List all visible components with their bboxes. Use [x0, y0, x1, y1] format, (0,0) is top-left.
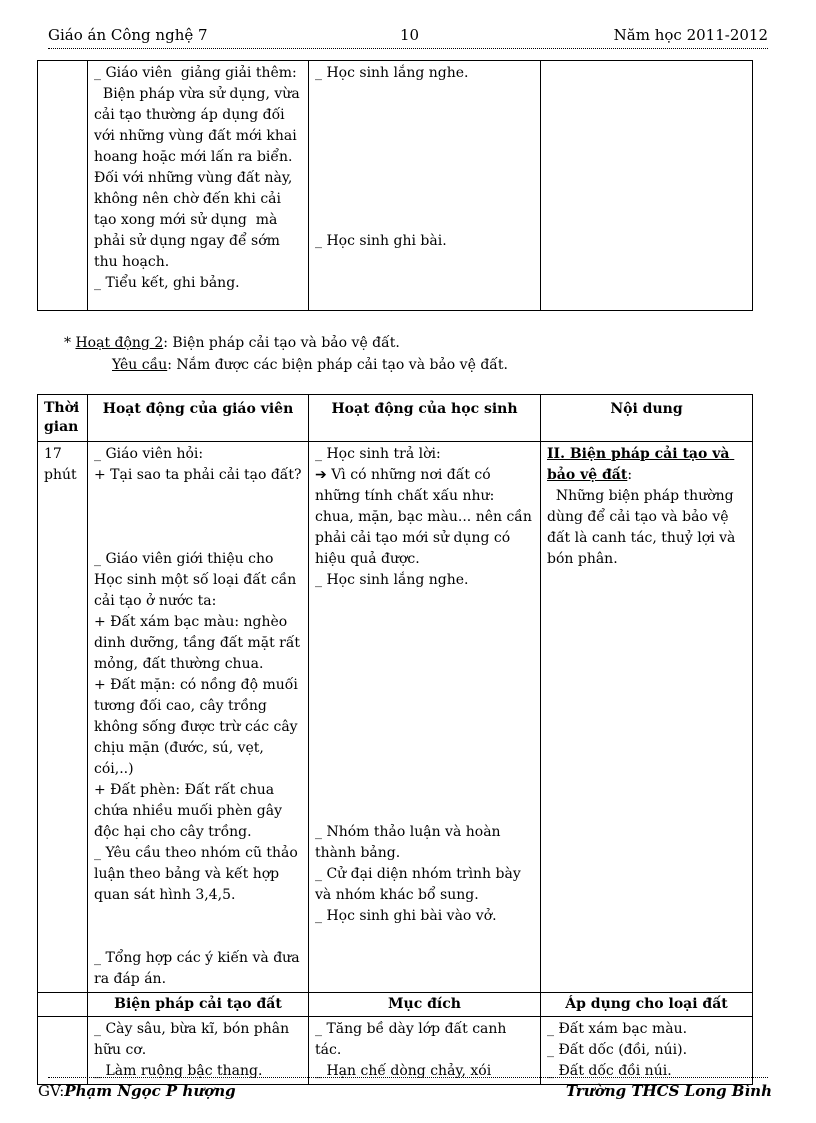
student-line: _ Học sinh lắng nghe.: [315, 65, 469, 81]
applies-item: _ Đất dốc đồi núi.: [547, 1063, 672, 1079]
teacher-question: + Tại sao ta phải cải tạo đất?: [94, 467, 302, 483]
measures-cell: [88, 1017, 309, 1085]
purpose-item: _ Tăng bề dày lớp đất canh tác.: [315, 1021, 511, 1058]
table-row: [38, 61, 753, 311]
teacher-line: Biện pháp vừa sử dụng, vừa cải tạo thường áp dụng đối với những vùng đất mới khai hoang hoặc mới lấn ra biển. Đối với những vùng đất này, không nên chờ đến khi cải tạo xong mới sử dụng mà phải sử dụng ngay để sớm thu hoạch.: [94, 86, 305, 270]
page-number: 10: [400, 26, 420, 44]
header-content: Nội dung: [541, 395, 753, 442]
teacher-name: Phạm Ngọc P hượng: [64, 1082, 236, 1100]
soil-type-item: + Đất phèn: Đất rất chua chứa nhiều muối phèn gây độc hại cho cây trồng.: [94, 782, 287, 840]
measure-item: _ Cày sâu, bừa kĩ, bón phân hữu cơ.: [94, 1021, 294, 1058]
student-answer-text: Vì có những nơi đất có những tính chất xấu như: chua, mặn, bạc màu... nên cần phải cải tạo mới sử dụng có hiệu quả được.: [315, 467, 537, 567]
header-teacher: Hoạt động của giáo viên: [88, 395, 309, 442]
footer-school: [566, 1082, 772, 1100]
footer-divider: [48, 1077, 768, 1078]
activity-label: Hoạt động 2: [75, 335, 164, 351]
time-cell: [38, 1017, 88, 1085]
content-heading: [547, 444, 746, 486]
teacher-group-task: _ Yêu cầu theo nhóm cũ thảo luận theo bảng và kết hợp quan sát hình 3,4,5.: [94, 845, 303, 903]
teacher-intro: _ Giáo viên giới thiệu cho Học sinh một số loại đất cần cải tạo ở nước ta:: [94, 551, 301, 609]
section-heading: II. Biện pháp cải tạo và bảo vệ đất: [547, 446, 735, 483]
sub-header-applies: Áp dụng cho loại đất: [541, 993, 753, 1017]
activity-prefix: *: [64, 335, 76, 351]
student-write: _ Học sinh ghi bài vào vở.: [315, 908, 497, 924]
sub-header-measures: Biện pháp cải tạo đất: [88, 993, 309, 1017]
soil-type-item: + Đất mặn: có nồng độ muối tương đối cao, cây trồng không sống được trừ các cây chịu mặn (đước, sú, vẹt, cói,..): [94, 677, 303, 777]
footer-gv-label: GV:: [38, 1082, 65, 1100]
time-cell: 17 phút: [38, 442, 88, 993]
teacher-line: _ Tiểu kết, ghi bảng.: [94, 275, 240, 291]
header-time: Thời gian: [38, 395, 88, 442]
teacher-summary: _ Tổng hợp các ý kiến và đưa ra đáp án.: [94, 950, 305, 987]
table-header-row: [38, 395, 753, 442]
soil-type-item: + Đất xám bạc màu: nghèo dinh dưỡng, tầng đất mặt rất mỏng, đất thường chua.: [94, 614, 305, 672]
arrow-right-icon: ➔: [315, 467, 332, 483]
requirement-label: Yêu cầu: [112, 357, 168, 373]
purpose-item: _ Hạn chế dòng chảy, xói: [315, 1063, 492, 1079]
student-answer: _ Học sinh trả lời:: [315, 446, 441, 462]
student-listen: _ Học sinh lắng nghe.: [315, 572, 469, 588]
applies-cell: [541, 1017, 753, 1085]
sub-header-spacer: [38, 993, 88, 1017]
purposes-cell: [309, 1017, 541, 1085]
teacher-line: _ Giáo viên giảng giải thêm:: [94, 65, 297, 81]
student-line: _ Học sinh ghi bài.: [315, 233, 447, 249]
measure-item: _ Làm ruộng bậc thang.: [94, 1063, 263, 1079]
table-row: [38, 1017, 753, 1085]
lesson-table: [37, 394, 753, 1085]
header-student: Hoạt động của học sinh: [309, 395, 541, 442]
requirement-text: : Nắm được các biện pháp cải tạo và bảo vệ đất.: [167, 357, 508, 373]
content-text: Những biện pháp thường dùng để cải tạo và bảo vệ đất là canh tác, thuỷ lợi và bón phân.: [547, 488, 740, 567]
applies-item: _ Đất xám bạc màu.: [547, 1021, 688, 1037]
sub-header-row: [38, 993, 753, 1017]
sub-header-purpose: Mục đích: [309, 993, 541, 1017]
applies-item: _ Đất dốc (đồi, núi).: [547, 1042, 688, 1058]
heading-colon: :: [627, 467, 633, 483]
student-discuss: _ Nhóm thảo luận và hoàn thành bảng.: [315, 824, 506, 861]
teacher-cell: [88, 61, 309, 311]
activity-requirement: [112, 355, 508, 375]
table-row: [38, 442, 753, 993]
activity-heading: [64, 333, 400, 353]
student-cell: [309, 61, 541, 311]
teacher-cell: [88, 442, 309, 993]
student-answer: [315, 465, 537, 570]
teacher-question: _ Giáo viên hỏi:: [94, 446, 204, 462]
activity-text: : Biện pháp cải tạo và bảo vệ đất.: [163, 335, 400, 351]
school-name: Trường THCS Long Bình: [565, 1082, 772, 1100]
header-divider: [48, 48, 768, 49]
header-left: Giáo án Công nghệ 7: [48, 26, 208, 44]
footer-teacher: [38, 1082, 236, 1100]
time-cell: [38, 61, 88, 311]
header-right: Năm học 2011-2012: [613, 26, 768, 44]
student-present: _ Cử đại diện nhóm trình bày và nhóm khác bổ sung.: [315, 866, 526, 903]
lesson-table-continued: [37, 60, 753, 311]
content-cell: [541, 61, 753, 311]
student-cell: [309, 442, 541, 993]
content-cell: [541, 442, 753, 993]
